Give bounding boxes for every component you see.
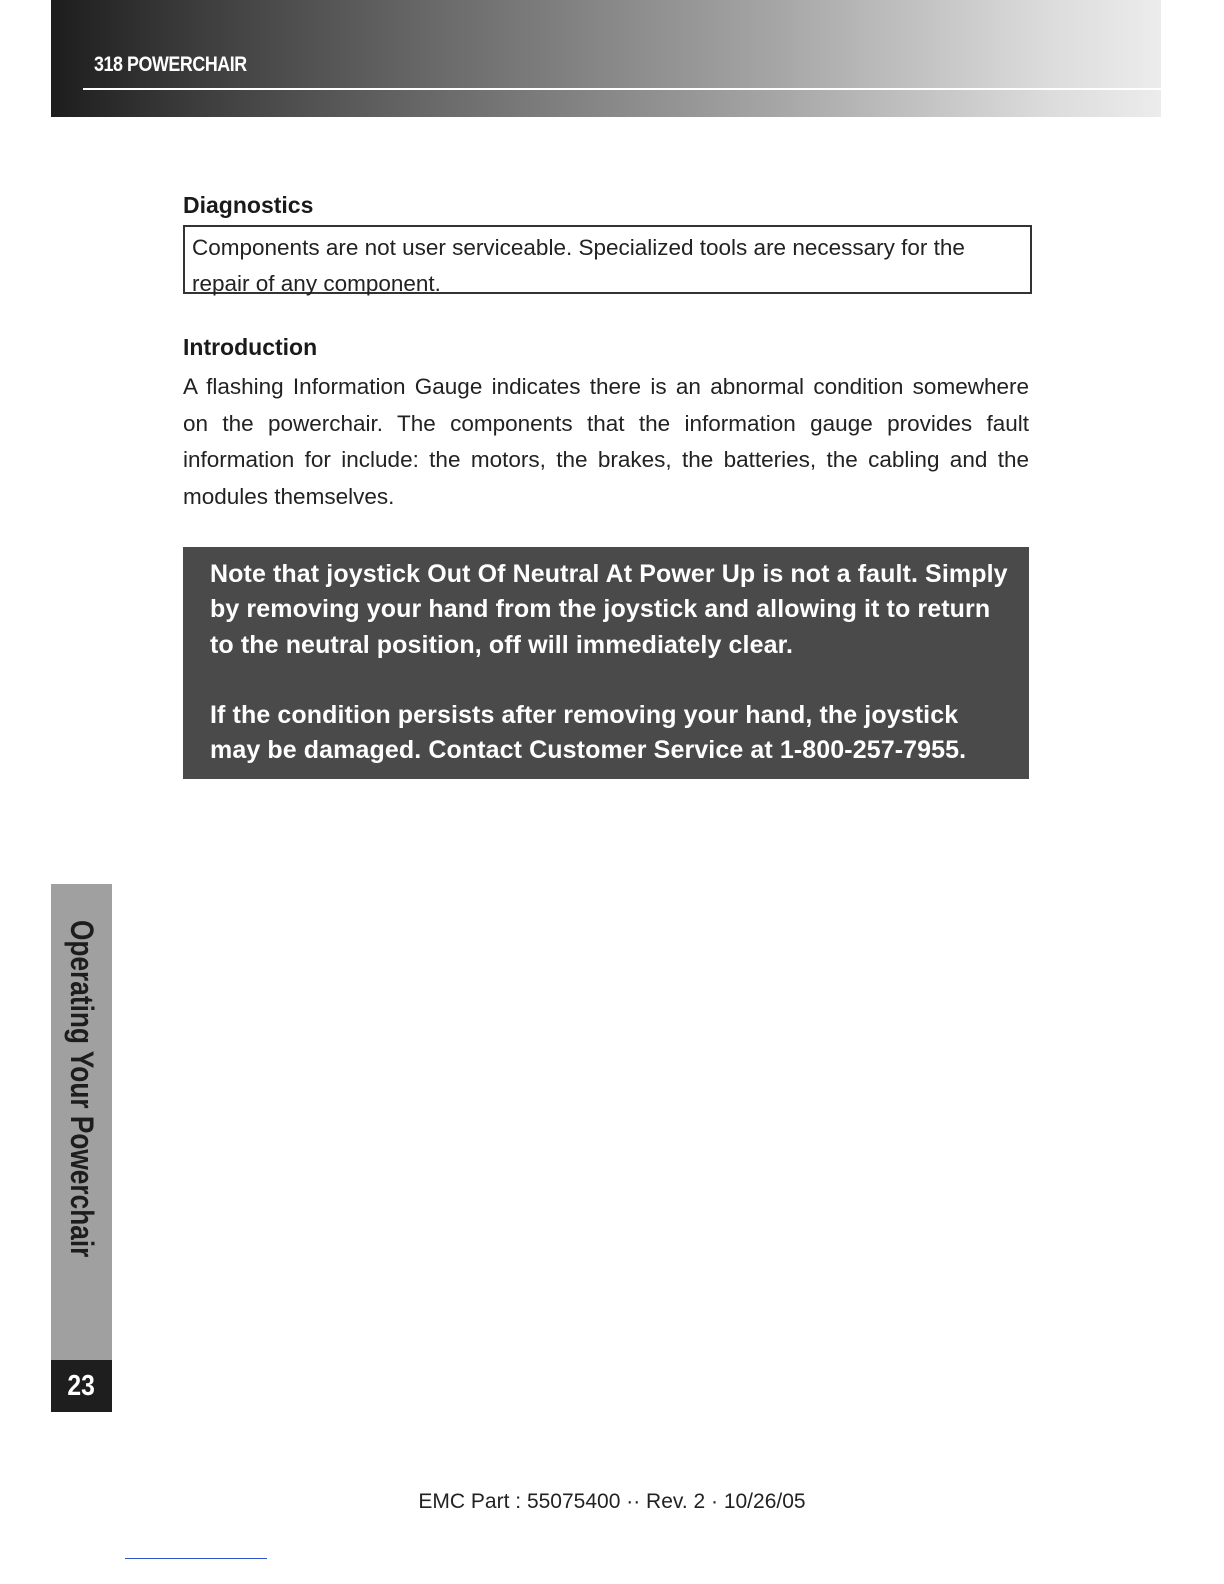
introduction-heading: Introduction	[183, 334, 318, 360]
introduction-body: A flashing Information Gauge indicates there is an abnormal condition somewhere on the powerchair. The components that the information gauge provides fault information for include: the motors, the brakes, the batteries, the cabling and the modules themselves.	[183, 374, 1029, 509]
side-section-tab	[51, 884, 112, 1360]
diagnostics-notice-box: Components are not user serviceable. Specialized tools are necessary for the repair of any component.	[183, 225, 1032, 294]
side-tab-label-wrap	[51, 884, 112, 1360]
diagnostics-heading: Diagnostics	[183, 192, 314, 218]
page-number-box	[51, 1360, 112, 1412]
side-tab-label: Operating Your Powerchair	[64, 920, 100, 1258]
footer	[0, 1490, 1224, 1514]
footer-underline	[125, 1558, 267, 1559]
note-paragraph-2: If the condition persists after removing your hand, the joystick may be damaged. Contact Customer Service at 1-800-257-7955.	[210, 700, 967, 765]
header-rule	[83, 88, 1161, 90]
page-number: 23	[67, 1369, 96, 1402]
footer-text: EMC Part : 55075400 ·· Rev. 2 · 10/26/05	[418, 1490, 806, 1513]
note-callout-box	[183, 547, 1029, 779]
header-title: 318 POWERCHAIR	[94, 53, 247, 76]
note-paragraph-1: Note that joystick Out Of Neutral At Power Up is not a fault. Simply by removing your hand from the joystick and allowing it to return to the neutral position, off will immediately clear.	[210, 560, 1008, 659]
